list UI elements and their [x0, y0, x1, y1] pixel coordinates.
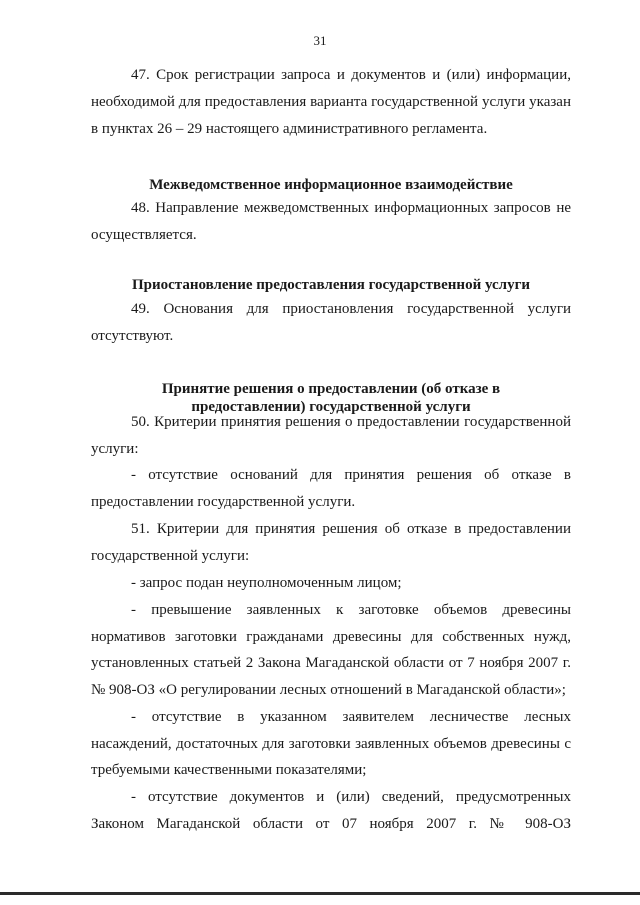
p51-line-11: - отсутствие документов и (или) сведений, предусмотренных [131, 789, 571, 805]
p51-line-8: - отсутствие в указанном заявителем лесничестве лесных [131, 709, 571, 725]
p48-line-1: 48. Направление межведомственных информационных запросов не [131, 200, 571, 216]
section-heading-decision-line-1: Принятие решения о предоставлении (об отказе в [161, 381, 501, 397]
p51-line-7: № 908-ОЗ «О регулировании лесных отношений в Магаданской области»; [91, 682, 566, 698]
p51-line-10: требуемыми качественными показателями; [91, 762, 367, 778]
p47-line-1: 47. Срок регистрации запроса и документов и (или) информации, [131, 67, 571, 83]
section-heading-decision-line-2: предоставлении) государственной услуги [191, 399, 471, 415]
p49-line-1: 49. Основания для приостановления государственной услуги [131, 301, 571, 317]
p47-line-2: необходимой для предоставления варианта государственной услуги указан [91, 94, 571, 110]
p51-line-2: государственной услуги: [91, 548, 250, 564]
p48-line-2: осуществляется. [91, 227, 197, 243]
p51-line-9: насаждений, достаточных для заготовки заявленных объемов древесины с [91, 736, 571, 752]
p51-line-12: Законом Магаданской области от 07 ноября 2007 г. № 908-ОЗ [91, 816, 571, 832]
p51-line-3: - запрос подан неуполномоченным лицом; [131, 575, 402, 591]
p50-line-1: 50. Критерии принятия решения о предоставлении государственной [131, 414, 571, 430]
p50-line-3: - отсутствие оснований для принятия решения об отказе в [131, 467, 571, 483]
p49-line-2: отсутствуют. [91, 328, 174, 344]
p51-line-6: установленных статьей 2 Закона Магаданской области от 7 ноября 2007 г. [91, 655, 571, 671]
p47-line-3: в пунктах 26 – 29 настоящего административного регламента. [91, 121, 488, 137]
page-number: 31 [313, 33, 327, 48]
p51-line-1: 51. Критерии для принятия решения об отказе в предоставлении [131, 521, 571, 537]
p51-line-5: нормативов заготовки гражданами древесины для собственных нужд, [91, 629, 571, 645]
section-heading-suspension: Приостановление предоставления государственной услуги [131, 277, 531, 293]
p50-line-4: предоставлении государственной услуги. [91, 494, 356, 510]
p50-line-2: услуги: [91, 441, 139, 457]
bottom-border [0, 892, 640, 895]
section-heading-interagency: Межведомственное информационное взаимодействие [149, 177, 513, 193]
p51-line-4: - превышение заявленных к заготовке объемов древесины [131, 602, 571, 618]
